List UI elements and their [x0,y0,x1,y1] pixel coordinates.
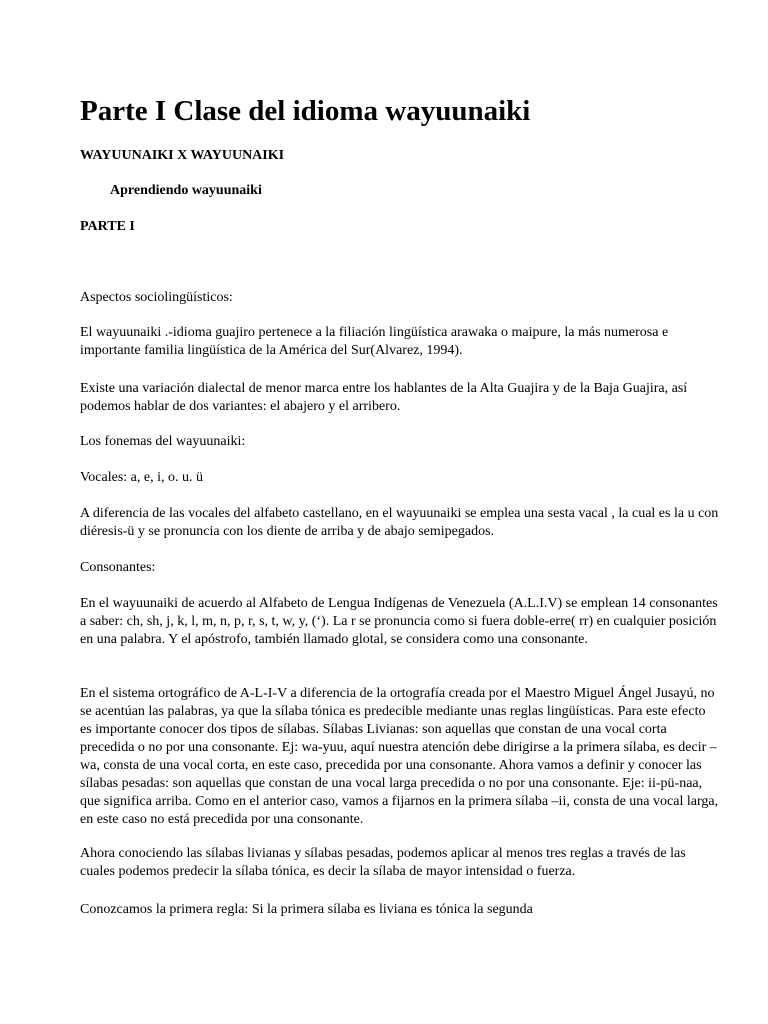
paragraph-dialect-variation: Existe una variación dialectal de menor marca entre los hablantes de la Alta Guajira y de la Baja Guajira, así podemos hablar de dos variantes: el abajero y el arribero. [80,381,688,414]
paragraph-language-family: El wayuunaiki .-idioma guajiro pertenece a la filiación lingüística arawaka o maipure, la más numerosa e importante familia lingüística de la América del Sur(Alvarez, 1994). [80,325,669,358]
paragraph-first-rule: Conozcamos la primera regla: Si la primera sílaba es liviana es tónica la segunda [80,902,533,917]
document-subtitle: WAYUUNAIKI X WAYUUNAIKI [80,148,285,163]
paragraph-sociolinguistic-heading: Aspectos sociolingüísticos: [80,290,233,305]
paragraph-syllables: En el sistema ortográfico de A-L-I-V a diferencia de la ortografía creada por el Maestro Miguel Ángel Jusayú, no se acentúan las palabras, ya que la sílaba tónica es predecible mediante unas reglas lingüísticas. Para este efecto es importante conocer dos tipos de sílabas. Sílabas Livianas: son aquellas que constan de una vocal corta precedida o no por una consonante. Ej: wa-yuu, aquí nuestra atención debe dirigirse a la primera sílaba, es decir –wa, consta de una vocal corta, en este caso, precedida por una consonante. Ahora vamos a definir y conocer las sílabas pesadas: son aquellas que constan de una vocal larga precedida o no por una consonante. Eje: ii-pü-naa, que significa arriba. Como en el anterior caso, vamos a fijarnos en la primera sílaba –ii, consta de una vocal larga, en este caso no está precedida por una consonante. [80,686,719,827]
document-title: Parte I Clase del idioma wayuunaiki [80,95,531,127]
paragraph-consonants: En el wayuunaiki de acuerdo al Alfabeto de Lengua Indígenas de Venezuela (A.L.I.V) se emplean 14 consonantes a saber: ch, sh, j, k, l, m, n, p, r, s, t, w, y, (‘). La r se pronuncia como si fuera doble-erre( rr) en cualquier posición en una palabra. Y el apóstrofo, también llamado glotal, se considera como una consonante. [80,596,718,647]
paragraph-vowel-difference: A diferencia de las vocales del alfabeto castellano, en el wayuunaiki se emplea una sesta vacal , la cual es la u con diéresis-ü y se pronuncia con los diente de arriba y de abajo semipegados. [80,506,719,539]
part-heading: PARTE I [80,219,135,234]
paragraph-phonemes-heading: Los fonemas del wayuunaiki: [80,434,246,449]
paragraph-stress-rules: Ahora conociendo las sílabas livianas y sílabas pesadas, podemos aplicar al menos tres reglas a través de las cuales podemos predecir la sílaba tónica, es decir la sílaba de mayor intensidad o fuerza. [80,846,686,879]
paragraph-consonants-heading: Consonantes: [80,560,156,575]
document-subtitle-secondary: Aprendiendo wayuunaiki [110,183,262,198]
paragraph-vowels: Vocales: a, e, i, o. u. ü [80,470,203,485]
